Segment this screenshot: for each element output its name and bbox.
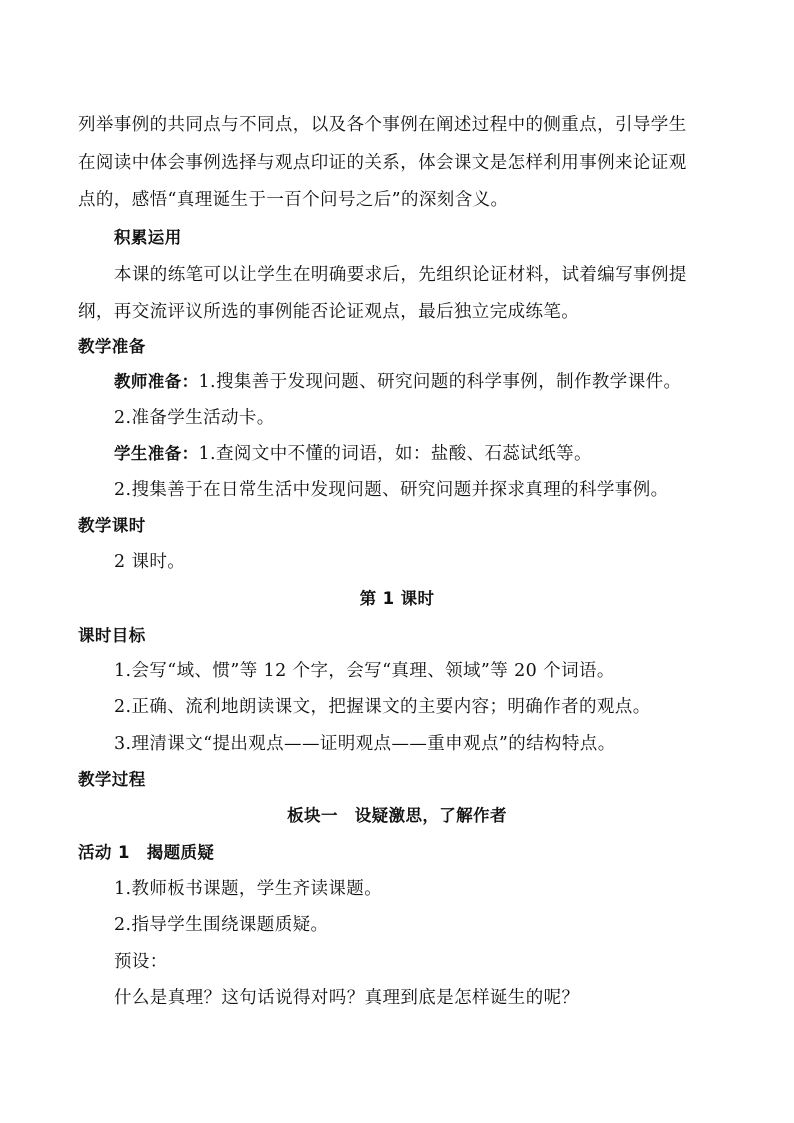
objective-1: 1.会写“域、惯”等 12 个字，会写“真理、领域”等 20 个词语。 bbox=[114, 661, 615, 681]
teacher-item-2: 2.准备学生活动卡。 bbox=[114, 408, 275, 428]
objective-3: 3.理清课文“提出观点——证明观点——重申观点”的结构特点。 bbox=[114, 734, 616, 754]
intro-line-3: 点的，感悟“真理诞生于一百个问号之后”的深刻含义。 bbox=[78, 190, 509, 210]
hours-text: 2 课时。 bbox=[114, 552, 186, 572]
accumulate-line-2: 纲，再交流评议所选的事例能否论证观点，最后独立完成练笔。 bbox=[78, 302, 580, 322]
process-item-2: 2.指导学生围绕课题质疑。 bbox=[114, 915, 329, 935]
teacher-item-1: 1.搜集善于发现问题、研究问题的科学事例，制作教学课件。 bbox=[198, 372, 682, 392]
teacher-preparation bbox=[114, 370, 774, 394]
lesson-title: 第 1 课时 bbox=[359, 589, 435, 608]
student-item-1: 1.查阅文中不懂的词语，如：盐酸、石蕊试纸等。 bbox=[198, 444, 592, 464]
process-heading: 教学过程 bbox=[78, 770, 146, 789]
preset-text: 什么是真理？这句话说得对吗？真理到底是怎样诞生的呢？ bbox=[114, 988, 580, 1008]
student-label: 学生准备： bbox=[114, 444, 199, 463]
block-title: 板块一 设疑激思，了解作者 bbox=[287, 806, 507, 825]
student-item-2: 2.搜集善于在日常生活中发现问题、研究问题并探求真理的科学事例。 bbox=[114, 480, 669, 500]
intro-line-1: 列举事例的共同点与不同点，以及各个事例在阐述过程中的侧重点，引导学生 bbox=[78, 115, 687, 135]
objective-2: 2.正确、流利地朗读课文，把握课文的主要内容；明确作者的观点。 bbox=[114, 697, 651, 717]
accumulate-line-1: 本课的练笔可以让学生在明确要求后，先组织论证材料，试着编写事例提 bbox=[114, 265, 687, 285]
preparation-heading: 教学准备 bbox=[78, 337, 146, 356]
hours-heading: 教学课时 bbox=[78, 516, 146, 535]
objectives-heading: 课时目标 bbox=[78, 626, 146, 645]
process-item-1: 1.教师板书课题，学生齐读课题。 bbox=[114, 879, 383, 899]
preset-label: 预设： bbox=[114, 952, 168, 972]
accumulate-heading: 积累运用 bbox=[114, 228, 182, 247]
intro-line-2: 在阅读中体会事例选择与观点印证的关系，体会课文是怎样利用事例来论证观 bbox=[78, 153, 687, 173]
activity-title: 活动 1 揭题质疑 bbox=[78, 843, 215, 862]
student-preparation bbox=[114, 442, 774, 466]
teacher-label: 教师准备： bbox=[114, 372, 199, 391]
